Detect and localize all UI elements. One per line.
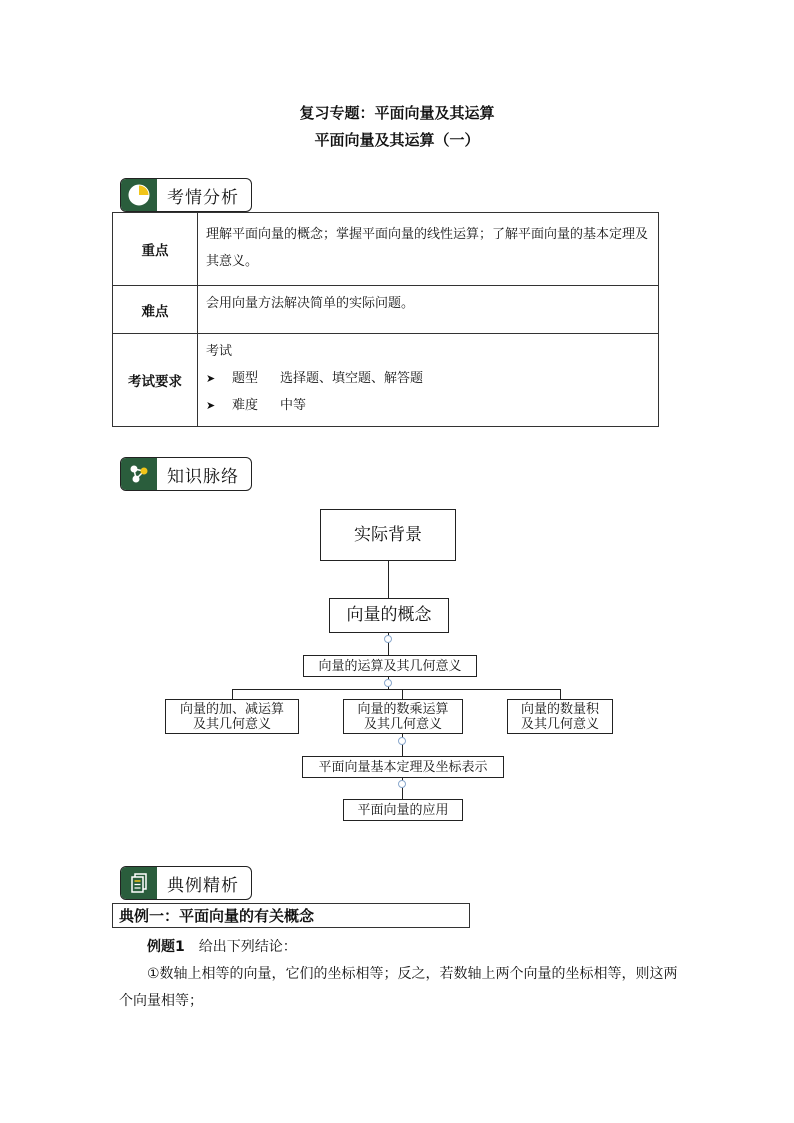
- doc-title: 复习专题：平面向量及其运算: [299, 104, 495, 122]
- node-application: 平面向量的应用: [343, 799, 463, 821]
- node-line: 及其几何意义: [363, 716, 442, 732]
- collapse-toggle-icon[interactable]: [384, 679, 392, 687]
- section-header-knowledge: [120, 457, 252, 491]
- exam-key: 题型: [232, 371, 259, 386]
- pie-chart-icon: [121, 179, 157, 211]
- node-dot-product: [507, 699, 613, 734]
- connector: [232, 689, 233, 699]
- example-1-intro: [147, 934, 297, 961]
- arrow-bullet-icon: ➤: [206, 399, 216, 412]
- node-line: 向量的数乘运算: [357, 701, 449, 717]
- exam-label: 考试要求: [113, 334, 198, 427]
- section-title: 知识脉络: [167, 466, 239, 487]
- node-add-subtract: [165, 699, 299, 734]
- exam-key: 难度: [232, 398, 259, 413]
- example-heading: 典例一：平面向量的有关概念: [112, 903, 470, 928]
- list-item: [206, 392, 650, 419]
- example-1-item1-line2: 个向量相等；: [119, 993, 203, 1009]
- arrow-bullet-icon: ➤: [206, 372, 216, 385]
- difficulty-text: 会用向量方法解决简单的实际问题。: [198, 286, 659, 334]
- example-label: 例题1: [147, 939, 185, 955]
- section-header-analysis: [120, 178, 252, 212]
- exam-intro: 考试: [206, 344, 233, 359]
- doc-subtitle: 平面向量及其运算（一）: [314, 131, 480, 149]
- exam-value: 中等: [280, 398, 307, 413]
- node-line: 及其几何意义: [192, 716, 271, 732]
- connector: [402, 689, 403, 699]
- focus-text: 理解平面向量的概念；掌握平面向量的线性运算；了解平面向量的基本定理及其意义。: [198, 213, 659, 286]
- table-row: [113, 334, 659, 427]
- node-concept: 向量的概念: [329, 598, 449, 633]
- connector: [388, 560, 389, 598]
- connector: [560, 689, 561, 699]
- node-scalar-multiply: [343, 699, 463, 734]
- difficulty-label: 难点: [113, 286, 198, 334]
- node-line: 及其几何意义: [520, 716, 599, 732]
- node-operations: 向量的运算及其几何意义: [303, 655, 477, 677]
- example-1-item1-line1: ①数轴上相等的向量，它们的坐标相等；反之，若数轴上两个向量的坐标相等，则这两: [147, 966, 678, 982]
- table-row: [113, 286, 659, 334]
- node-line: 向量的数量积: [520, 701, 599, 717]
- exam-value: 选择题、填空题、解答题: [280, 371, 424, 386]
- example-text: 给出下列结论：: [198, 939, 297, 955]
- table-row: [113, 213, 659, 286]
- section-header-examples: [120, 866, 252, 900]
- node-background: 实际背景: [320, 509, 456, 561]
- document-icon: [121, 867, 157, 899]
- section-title: 考情分析: [167, 187, 239, 208]
- analysis-table: [112, 212, 659, 427]
- collapse-toggle-icon[interactable]: [384, 635, 392, 643]
- collapse-toggle-icon[interactable]: [398, 780, 406, 788]
- focus-label: 重点: [113, 213, 198, 286]
- collapse-toggle-icon[interactable]: [398, 737, 406, 745]
- section-title: 典例精析: [167, 875, 239, 896]
- connector: [232, 689, 560, 690]
- node-line: 向量的加、减运算: [179, 701, 284, 717]
- node-basic-theorem: 平面向量基本定理及坐标表示: [302, 756, 504, 778]
- exam-requirements: [198, 334, 659, 427]
- network-icon: [121, 458, 157, 490]
- list-item: [206, 365, 650, 392]
